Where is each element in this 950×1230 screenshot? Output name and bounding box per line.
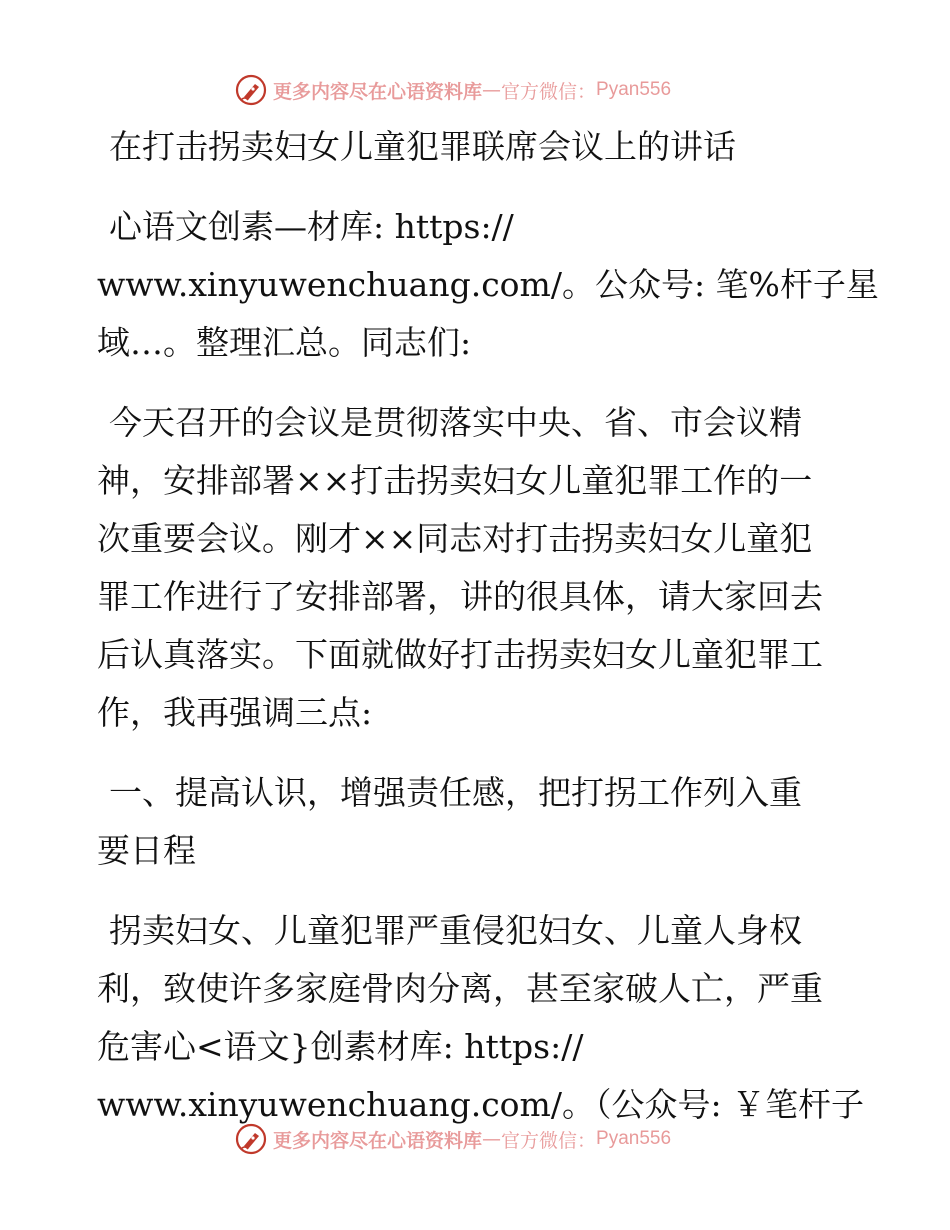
paragraph-line: 危害心<语文}创素材库: https:// [97,1027,584,1066]
paragraph-line: www.xinyuwenchuang.com/。（公众号: ￥笔杆子 [97,1085,865,1124]
banner-wechat-label: 官方微信： [501,80,597,103]
footer-watermark-banner [235,1121,715,1157]
banner-wechat-id: Pyan556 [596,79,672,100]
banner-separator: — [482,1128,502,1150]
paragraph-line: 今天召开的会议是贯彻落实中央、省、市会议精 [109,403,802,442]
paragraph-section-one [97,902,865,1134]
paragraph-line: 心语文创素—材库: https:// [109,207,514,246]
paragraph-intro [97,198,879,372]
paragraph-line: www.xinyuwenchuang.com/。公众号: 笔%杆子星 [97,265,879,304]
banner-wechat-label: 官方微信： [501,1129,597,1152]
paragraph-opening [97,394,857,742]
paragraph-line: 次重要会议。刚才××同志对打击拐卖妇女儿童犯 [97,519,813,558]
header-watermark-banner [235,72,715,108]
banner-separator: — [482,79,502,101]
pen-nib-logo-icon [235,1123,267,1155]
section-heading-one [97,764,857,880]
banner-wechat-id: Pyan556 [596,1128,672,1149]
pen-nib-logo-icon [235,74,267,106]
paragraph-line: 作，我再强调三点: [97,693,373,732]
paragraph-line: 神，安排部署××打击拐卖妇女儿童犯罪工作的一 [97,461,813,500]
banner-main-text: 更多内容尽在心语资料库 [273,80,483,103]
document-body [97,118,879,1156]
paragraph-line: 后认真落实。下面就做好打击拐卖妇女儿童犯罪工 [97,635,823,674]
banner-main-text: 更多内容尽在心语资料库 [273,1129,483,1152]
paragraph-line: 拐卖妇女、儿童犯罪严重侵犯妇女、儿童人身权 [109,911,802,950]
paragraph-line: 域…。整理汇总。同志们: [97,323,472,362]
paragraph-line: 利，致使许多家庭骨肉分离，甚至家破人亡，严重 [97,969,823,1008]
heading-line: 一、提高认识，增强责任感，把打拐工作列入重 [109,773,802,812]
heading-line: 要日程 [97,831,196,870]
document-title: 在打击拐卖妇女儿童犯罪联席会议上的讲话 [109,127,736,166]
paragraph-line: 罪工作进行了安排部署，讲的很具体，请大家回去 [97,577,823,616]
